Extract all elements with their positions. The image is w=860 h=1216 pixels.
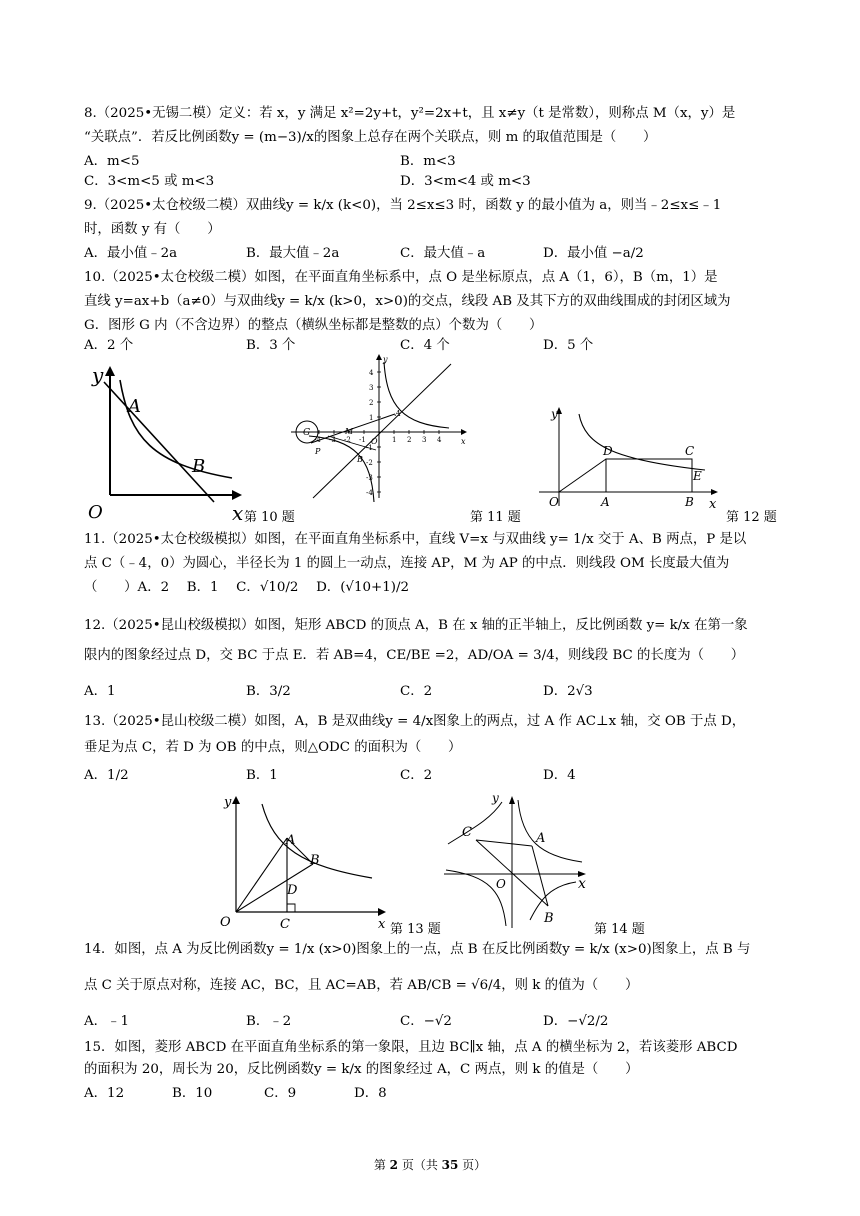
svg-text:4: 4 bbox=[437, 436, 442, 444]
q8-line2: “关联点”．若反比例函数y = (m−3)/x的图象上总存在两个关联点，则 m 的取值范围是（ ） bbox=[84, 130, 657, 145]
fig14-point-c: C bbox=[462, 825, 472, 840]
svg-text:-4: -4 bbox=[366, 489, 373, 497]
svg-text:2: 2 bbox=[407, 436, 412, 444]
fig13-origin-label: O bbox=[220, 915, 231, 930]
q15-line2: 的面积为 20，周长为 20，反比例函数y = k/x 的图象经过 A，C 两点，则 k 的值是（ ） bbox=[84, 1062, 639, 1077]
q12-line2: 限内的图象经过点 D，交 BC 于点 E．若 AB=4，CE/BE =2，AD/OA = 3/4，则线段 BC 的长度为（ ） bbox=[84, 648, 745, 663]
fig12-point-d: D bbox=[603, 444, 613, 458]
q14-option-c: C．−√2 bbox=[400, 1014, 452, 1029]
fig13-point-b: B bbox=[310, 853, 320, 868]
fig10-origin-label: O bbox=[88, 502, 103, 520]
fig11-point-b: B bbox=[357, 455, 363, 464]
q8-option-c: C．3<m<5 或 m<3 bbox=[84, 174, 215, 189]
fig11-point-g: G bbox=[303, 428, 311, 438]
q15-option-a: A．12 bbox=[84, 1086, 125, 1101]
fig11-origin-label: O bbox=[371, 437, 378, 446]
fig14-origin-label: O bbox=[496, 877, 506, 891]
q9-option-b: B．最大值﹣2a bbox=[246, 246, 340, 261]
figure-13-caption: 第 13 题 bbox=[390, 922, 441, 937]
fig12-x-label: x bbox=[709, 497, 717, 510]
fig12-point-c: C bbox=[685, 444, 695, 458]
svg-text:-1: -1 bbox=[359, 436, 366, 444]
svg-text:-2: -2 bbox=[366, 459, 373, 467]
q13-line1: 13.（2025•昆山校级二模）如图，A，B 是双曲线y = 4/x图象上的两点，过 A 作 AC⊥x 轴，交 OB 于点 D， bbox=[84, 714, 746, 729]
svg-text:-1: -1 bbox=[366, 444, 373, 452]
q8-option-d: D．3<m<4 或 m<3 bbox=[400, 174, 531, 189]
q14-option-a: A．﹣1 bbox=[84, 1014, 129, 1029]
q8-option-b: B．m<3 bbox=[400, 154, 456, 169]
q10-line3: G．图形 G 内（不含边界）的整点（横纵坐标都是整数的点）个数为（ ） bbox=[84, 318, 543, 333]
q9-option-a: A．最小值﹣2a bbox=[84, 246, 178, 261]
fig12-origin-label: O bbox=[549, 495, 559, 509]
q13-option-d: D．4 bbox=[543, 768, 576, 783]
figure-14-caption: 第 14 题 bbox=[594, 922, 645, 937]
q13-option-c: C．2 bbox=[400, 768, 433, 783]
q15-option-b: B．10 bbox=[172, 1086, 213, 1101]
figure-10-caption: 第 10 题 bbox=[244, 510, 295, 525]
fig11-x-label: x bbox=[461, 437, 466, 446]
current-page-number: 2 bbox=[389, 1158, 398, 1172]
fig12-point-b: B bbox=[685, 495, 694, 509]
q15-option-d: D．8 bbox=[354, 1086, 387, 1101]
fig13-x-label: x bbox=[378, 917, 386, 930]
fig14-point-b: B bbox=[544, 911, 554, 926]
q9-line1: 9.（2025•太仓校级二模）双曲线y = k/x (k<0)，当 2≤x≤3 时，函数 y 的最小值为 a，则当﹣2≤x≤﹣1 bbox=[84, 198, 722, 213]
figure-11-caption: 第 11 题 bbox=[470, 510, 521, 525]
fig12-point-e: E bbox=[693, 469, 702, 483]
svg-text:-2: -2 bbox=[344, 436, 351, 444]
fig10-x-label: x bbox=[232, 501, 244, 520]
svg-text:-3: -3 bbox=[329, 436, 336, 444]
fig13-point-c: C bbox=[280, 917, 290, 930]
fig11-point-a: A bbox=[395, 409, 401, 418]
q12-option-a: A．1 bbox=[84, 684, 116, 699]
fig14-y-label: y bbox=[492, 791, 499, 805]
q11-line2: 点 C（﹣4，0）为圆心，半径长为 1 的圆上一动点，连接 AP，M 为 AP 的中点．则线段 OM 长度最大值为 bbox=[84, 556, 730, 571]
q11-line1: 11.（2025•太仓校级模拟）如图，在平面直角坐标系中，直线 V=x 与双曲线 y= 1/x 交于 A、B 两点，P 是以 bbox=[84, 532, 747, 547]
q8-line1: 8.（2025•无锡二模）定义：若 x，y 满足 x²=2y+t，y²=2x+t，且 x≠y（t 是常数），则称点 M（x，y）是 bbox=[84, 106, 736, 121]
q9-line2: 时，函数 y 有（ ） bbox=[84, 222, 221, 237]
figure-12-caption: 第 12 题 bbox=[726, 510, 777, 525]
fig10-point-a: A bbox=[128, 396, 141, 417]
q15-option-c: C．9 bbox=[264, 1086, 297, 1101]
q10-line2: 直线 y=ax+b（a≠0）与双曲线y = k/x (k>0，x>0)的交点，线段 AB 及其下方的双曲线围成的封闭区域为 bbox=[84, 294, 731, 309]
q14-line2: 点 C 关于原点对称，连接 AC，BC，且 AC=AB，若 AB/CB = √6/4，则 k 的值为（ ） bbox=[84, 978, 639, 993]
fig11-point-m: M bbox=[345, 427, 354, 436]
q12-line1: 12.（2025•昆山校级模拟）如图，矩形 ABCD 的顶点 A，B 在 x 轴的正半轴上，反比例函数 y= k/x 在第一象 bbox=[84, 618, 748, 633]
q10-option-a: A．2 个 bbox=[84, 338, 134, 353]
q11-line3: （ ）A．2 B．1 C．√10/2 D．(√10+1)/2 bbox=[84, 580, 409, 595]
q13-option-a: A．1/2 bbox=[84, 768, 129, 783]
q8-option-a: A．m<5 bbox=[84, 154, 140, 169]
svg-text:1: 1 bbox=[392, 436, 397, 444]
fig14-point-a: A bbox=[536, 831, 546, 846]
svg-text:3: 3 bbox=[422, 436, 427, 444]
fig13-point-d: D bbox=[287, 883, 298, 898]
q12-option-b: B．3/2 bbox=[246, 684, 291, 699]
fig10-y-label: y bbox=[92, 363, 104, 387]
svg-text:3: 3 bbox=[369, 384, 374, 392]
q14-line1: 14．如图，点 A 为反比例函数y = 1/x (x>0)图象上的一点，点 B 在反比例函数y = k/x (x>0)图象上，点 B 与 bbox=[84, 942, 751, 957]
q10-option-b: B．3 个 bbox=[246, 338, 296, 353]
svg-text:4: 4 bbox=[369, 369, 374, 377]
figure-12 bbox=[535, 402, 725, 510]
fig14-x-label: x bbox=[578, 876, 586, 892]
fig10-point-b: B bbox=[192, 456, 206, 477]
q12-option-d: D．2√3 bbox=[543, 684, 593, 699]
q10-line1: 10.（2025•太仓校级二模）如图，在平面直角坐标系中，点 O 是坐标原点，点 A（1，6），B（m，1）是 bbox=[84, 270, 718, 285]
q14-option-d: D．−√2/2 bbox=[543, 1014, 609, 1029]
figure-10 bbox=[82, 360, 252, 520]
page-footer: 第 2 页（共 35 页） bbox=[373, 1158, 487, 1172]
q9-option-d: D．最小值 −a/2 bbox=[543, 246, 644, 261]
fig13-point-a: A bbox=[286, 833, 296, 848]
svg-text:-4: -4 bbox=[314, 436, 321, 444]
q15-line1: 15．如图，菱形 ABCD 在平面直角坐标系的第一象限，且边 BC∥x 轴，点 A 的横坐标为 2，若该菱形 ABCD bbox=[84, 1040, 738, 1055]
figure-11 bbox=[283, 352, 473, 502]
q10-option-d: D．5 个 bbox=[543, 338, 594, 353]
fig12-point-a: A bbox=[601, 495, 610, 509]
svg-text:-3: -3 bbox=[366, 474, 373, 482]
fig11-point-p: P bbox=[315, 447, 321, 456]
total-page-number: 35 bbox=[441, 1158, 459, 1172]
q10-option-c: C．4 个 bbox=[400, 338, 450, 353]
svg-text:1: 1 bbox=[369, 414, 374, 422]
q13-option-b: B．1 bbox=[246, 768, 278, 783]
q9-option-c: C．最大值﹣a bbox=[400, 246, 486, 261]
figure-14 bbox=[440, 790, 600, 930]
q12-option-c: C．2 bbox=[400, 684, 433, 699]
svg-text:2: 2 bbox=[369, 399, 374, 407]
fig12-y-label: y bbox=[551, 407, 558, 421]
figure-13 bbox=[212, 790, 392, 930]
q14-option-b: B．﹣2 bbox=[246, 1014, 292, 1029]
fig13-y-label: y bbox=[224, 795, 232, 810]
q13-line2: 垂足为点 C，若 D 为 OB 的中点，则△ODC 的面积为（ ） bbox=[84, 740, 462, 755]
fig11-y-label: y bbox=[383, 355, 388, 364]
